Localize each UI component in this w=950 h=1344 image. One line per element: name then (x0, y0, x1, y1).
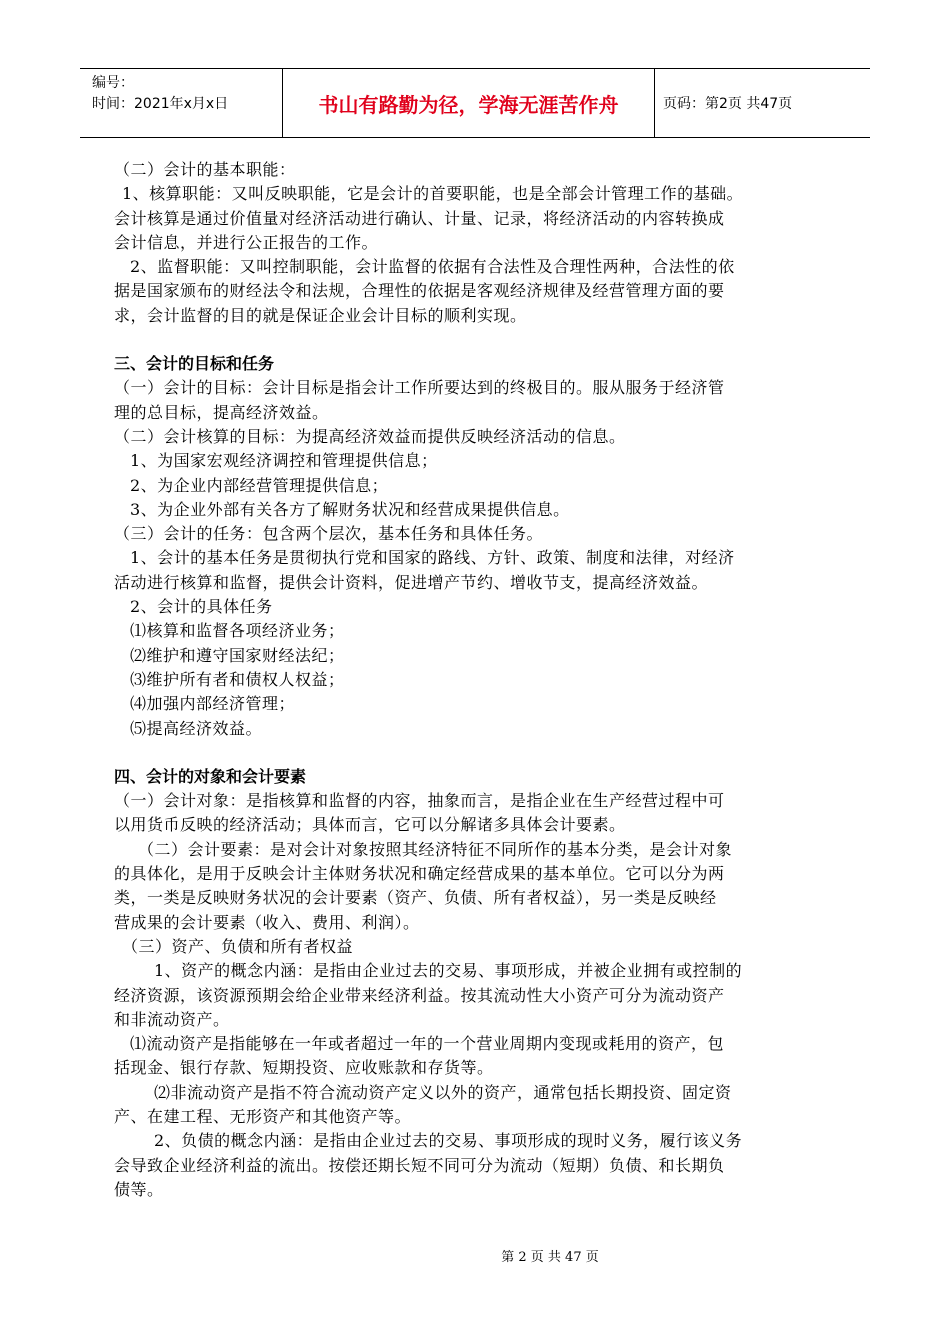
paragraph-line: 2、为企业内部经营管理提供信息； (130, 475, 389, 495)
paragraph-line: 2、负债的概念内涵：是指由企业过去的交易、事项形成的现时义务，履行该义务 (154, 1131, 743, 1151)
section-heading: 四、会计的对象和会计要素 (114, 766, 307, 786)
header-motto: 书山有路勤为径，学海无涯苦作舟 (283, 69, 655, 137)
paragraph-line: ⑴核算和监督各项经济业务； (130, 621, 345, 641)
blank-line (114, 328, 838, 352)
paragraph-line: 会导致企业经济利益的流出。按偿还期长短不同可分为流动（短期）负债、和长期负 (114, 1155, 725, 1175)
paragraph-line: （二）会计核算的目标：为提高经济效益而提供反映经济活动的信息。 (114, 426, 626, 446)
paragraph-line: 以用货币反映的经济活动；具体而言，它可以分解诸多具体会计要素。 (114, 815, 626, 835)
paragraph-line: 1、资产的概念内涵：是指由企业过去的交易、事项形成，并被企业拥有或控制的 (154, 961, 743, 981)
paragraph-line: ⑴流动资产是指能够在一年或者超过一年的一个营业周期内变现或耗用的资产，包 (130, 1034, 725, 1054)
header-page-label: 页码：第2页 共47页 (663, 96, 793, 112)
document-time-label: 时间：2021年x月x日 (92, 96, 229, 112)
paragraph-line: 1、为国家宏观经济调控和管理提供信息； (130, 451, 438, 471)
page-footer: 第 2 页 共 47 页 (501, 1250, 599, 1265)
document-body (114, 158, 838, 1202)
paragraph-line: 括现金、银行存款、短期投资、应收账款和存货等。 (114, 1058, 494, 1078)
paragraph-line: 债等。 (114, 1179, 164, 1199)
paragraph-line: ⑸提高经济效益。 (130, 718, 263, 738)
paragraph-line: ⑷加强内部经济管理； (130, 694, 296, 714)
paragraph-line: （二）会计要素：是对会计对象按照其经济特征不同所作的基本分类，是会计对象 (138, 839, 733, 859)
section-heading: 三、会计的目标和任务 (114, 354, 275, 374)
paragraph-line: （一）会计对象：是指核算和监督的内容，抽象而言，是指企业在生产经营过程中可 (114, 791, 725, 811)
paragraph-line: 经济资源，该资源预期会给企业带来经济利益。按其流动性大小资产可分为流动资产 (114, 985, 725, 1005)
paragraph-line: ⑵维护和遵守国家财经法纪； (130, 645, 345, 665)
document-number-label: 编号： (92, 75, 134, 91)
paragraph-line: 理的总目标，提高经济效益。 (114, 402, 329, 422)
paragraph-line: 3、为企业外部有关各方了解财务状况和经营成果提供信息。 (130, 499, 570, 519)
paragraph-line: 求，会计监督的目的就是保证企业会计目标的顺利实现。 (114, 305, 527, 325)
blank-line (114, 741, 838, 765)
paragraph-line: （三）资产、负债和所有者权益 (122, 936, 354, 956)
header-table (80, 68, 870, 138)
paragraph-line: 会计核算是通过价值量对经济活动进行确认、计量、记录，将经济活动的内容转换成 (114, 208, 725, 228)
paragraph-line: ⑵非流动资产是指不符合流动资产定义以外的资产，通常包括长期投资、固定资 (154, 1082, 732, 1102)
paragraph-line: 营成果的会计要素（收入、费用、利润）。 (114, 912, 420, 932)
paragraph-line: 和非流动资产。 (114, 1009, 230, 1029)
paragraph-line: 产、在建工程、无形资产和其他资产等。 (114, 1106, 412, 1126)
paragraph-line: 2、监督职能：又叫控制职能，会计监督的依据有合法性及合理性两种，合法性的依 (130, 257, 735, 277)
paragraph-line: 2、会计的具体任务 (130, 597, 273, 617)
paragraph-line: ⑶维护所有者和债权人权益； (130, 669, 345, 689)
paragraph-line: 会计信息，并进行公正报告的工作。 (114, 232, 379, 252)
paragraph-line: （一）会计的目标：会计目标是指会计工作所要达到的终极目的。服从服务于经济管 (114, 378, 725, 398)
paragraph-line: （二）会计的基本职能： (114, 160, 296, 179)
paragraph-line: （三）会计的任务：包含两个层次，基本任务和具体任务。 (114, 524, 544, 544)
header-meta-cell (80, 69, 283, 137)
paragraph-line: 1、会计的基本任务是贯彻执行党和国家的路线、方针、政策、制度和法律，对经济 (130, 548, 735, 568)
paragraph-line: 活动进行核算和监督，提供会计资料，促进增产节约、增收节支，提高经济效益。 (114, 572, 709, 592)
paragraph-line: 类，一类是反映财务状况的会计要素（资产、负债、所有者权益），另一类是反映经 (114, 888, 717, 908)
paragraph-line: 的具体化，是用于反映会计主体财务状况和确定经营成果的基本单位。它可以分为两 (114, 864, 725, 884)
paragraph-line: 据是国家颁布的财经法令和法规，合理性的依据是客观经济规律及经营管理方面的要 (114, 281, 725, 301)
paragraph-line: 1、核算职能：又叫反映职能，它是会计的首要职能，也是全部会计管理工作的基础。 (122, 184, 744, 204)
